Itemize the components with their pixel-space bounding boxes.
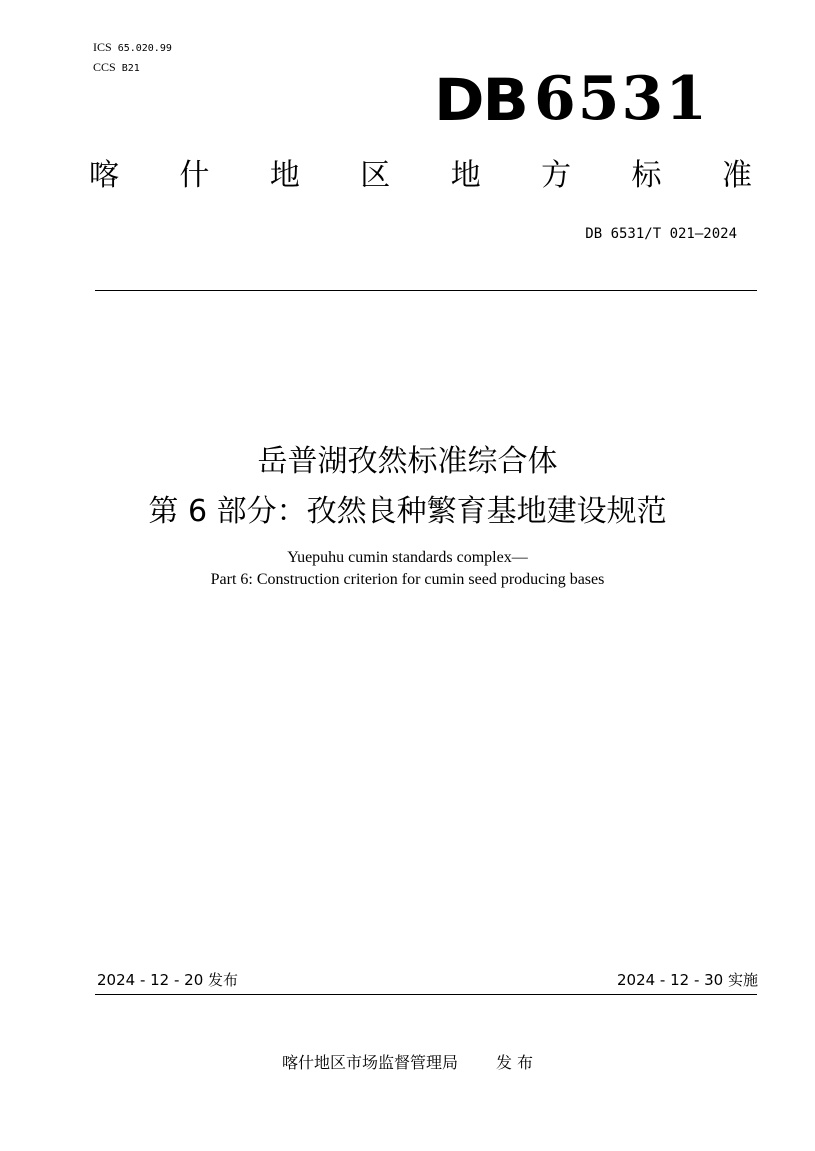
title-zh-line1: 岳普湖孜然标准综合体 (257, 444, 558, 479)
bottom-divider (95, 994, 757, 995)
publisher-action: 发 布 (495, 1053, 534, 1072)
db-logo (434, 66, 714, 132)
org-title-char: 什 (179, 158, 210, 193)
org-title-char: 方 (541, 158, 572, 193)
title-zh-line2: 第 6 部分：孜然良种繁育基地建设规范 (148, 494, 667, 529)
org-title-char: 地 (450, 158, 481, 193)
title-en-line2: Part 6: Construction criterion for cumin seed producing bases (210, 571, 605, 588)
db-logo-letters: DB (434, 66, 527, 134)
ics-label: ICS (93, 40, 112, 54)
org-title (88, 156, 753, 196)
top-divider (95, 290, 757, 291)
implementation-date: 2024 - 12 - 30 实施 (616, 971, 758, 989)
title-en-line1: Yuepuhu cumin standards complex— (287, 549, 528, 566)
org-title-char: 标 (631, 158, 662, 193)
ics-line (93, 40, 172, 56)
publisher (0, 1052, 815, 1074)
org-title-char: 区 (360, 158, 391, 193)
org-title-char: 准 (721, 158, 752, 193)
issue-date: 2024 - 12 - 20 发布 (97, 971, 239, 989)
ccs-value: B21 (121, 63, 140, 74)
standard-number: DB 6531/T 021—2024 (585, 226, 737, 242)
org-title-char: 喀 (89, 158, 119, 193)
ccs-line (93, 60, 140, 76)
ics-value: 65.020.99 (117, 43, 172, 54)
publisher-name: 喀什地区市场监督管理局 (281, 1053, 458, 1072)
db-logo-number: 6531 (534, 64, 709, 134)
ccs-label: CCS (93, 60, 116, 74)
org-title-char: 地 (269, 158, 300, 193)
